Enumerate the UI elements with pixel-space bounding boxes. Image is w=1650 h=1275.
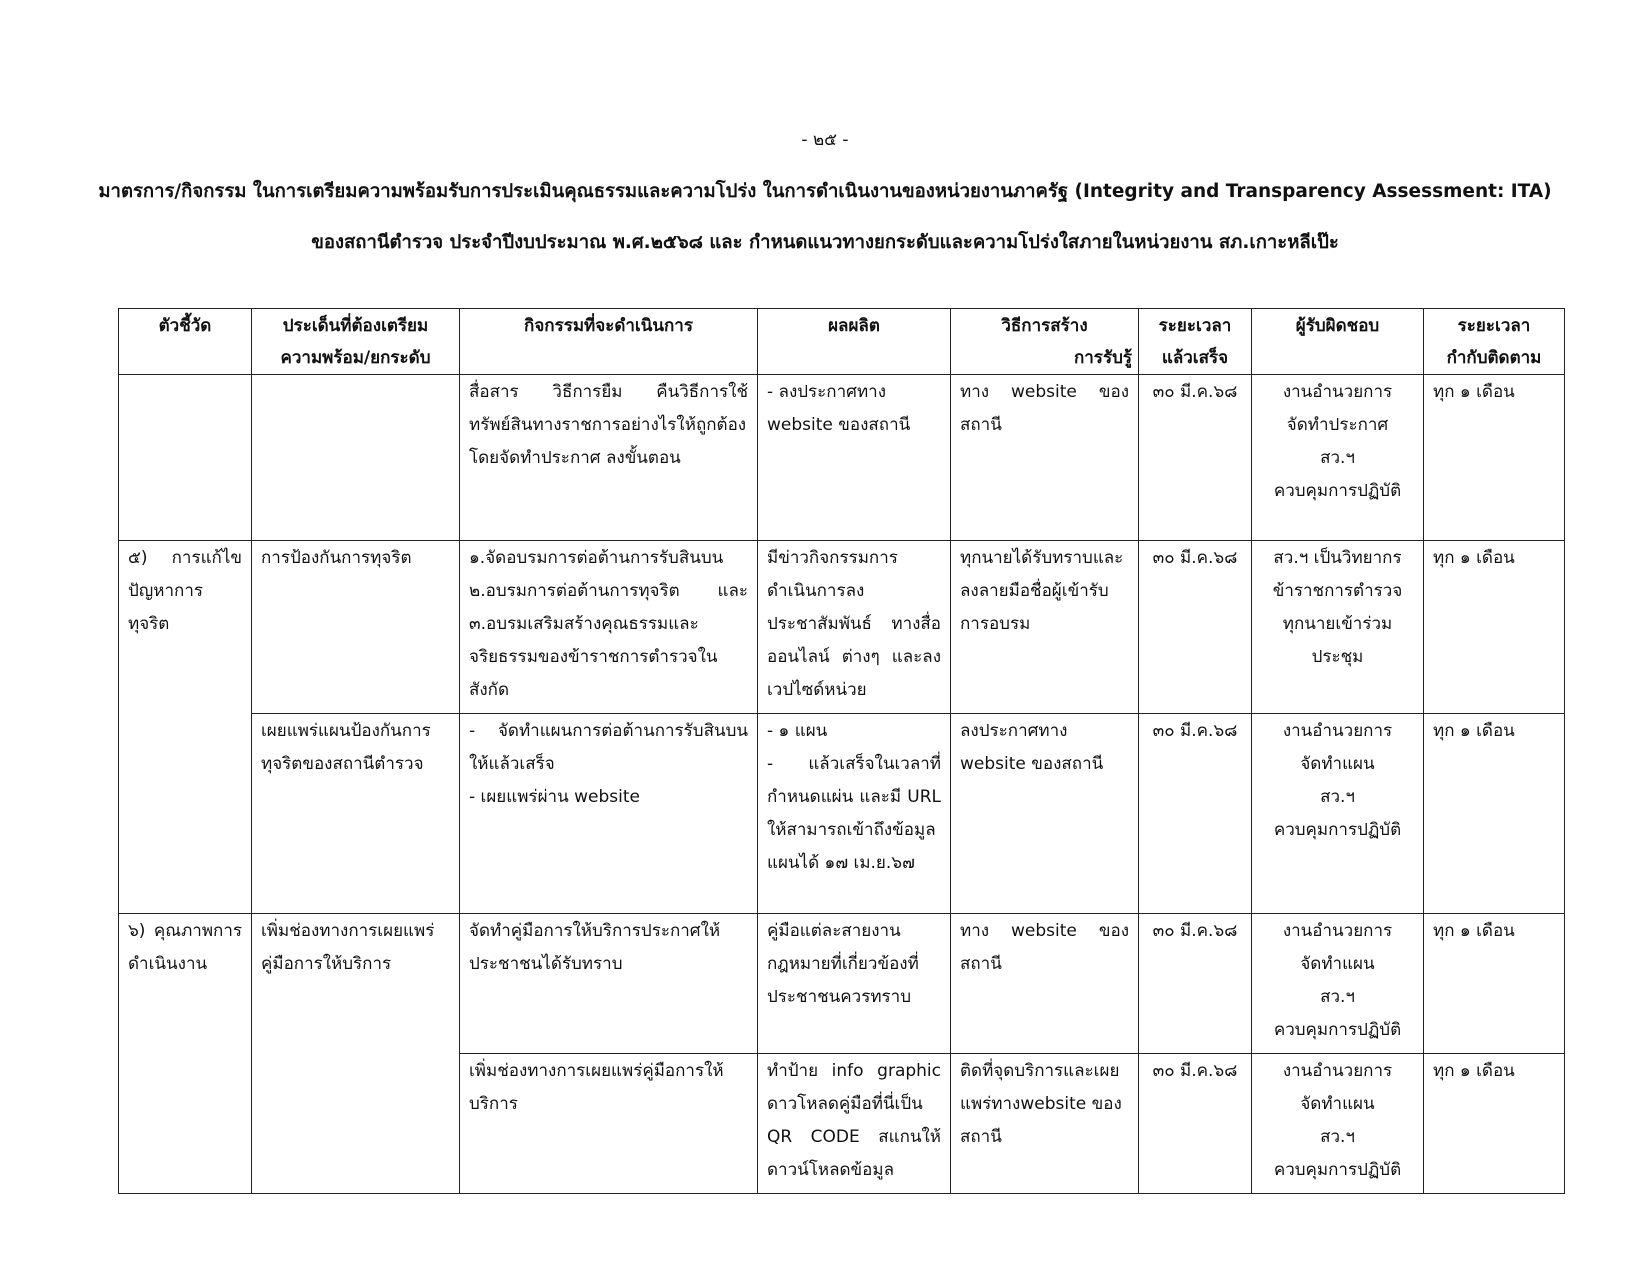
cell-indicator [119,375,252,541]
cell-tracking: ทุก ๑ เดือน [1424,375,1565,541]
header-indicator: ตัวชี้วัด [119,309,252,375]
header-activity: กิจกรรมที่จะดำเนินการ [460,309,758,375]
cell-output: - ลงประกาศทาง website ของสถานี [758,375,951,541]
cell-tracking: ทุก ๑ เดือน [1424,541,1565,714]
cell-tracking: ทุก ๑ เดือน [1424,914,1565,1054]
cell-issue: เผยแพร่แผนป้องกันการทุจริตของสถานีตำรวจ [252,714,460,914]
cell-responsible: งานอำนวยการ จัดทำแผน สว.ฯ ควบคุมการปฏิบัติ [1252,714,1424,914]
cell-responsible: สว.ฯ เป็นวิทยากร ข้าราชการตำรวจ ทุกนายเข้าร่วม ประชุม [1252,541,1424,714]
cell-method: ติดที่จุดบริการและเผยแพร่ทางwebsite ของสถานี [951,1054,1139,1194]
cell-output: มีข่าวกิจกรรมการดำเนินการลงประชาสัมพันธ์ ทางสื่อออนไลน์ ต่างๆ และลงเวปไซด์หน่วย [758,541,951,714]
document-title: มาตรการ/กิจกรรม ในการเตรียมความพร้อมรับการประเมินคุณธรรมและความโปร่ง ในการดำเนินงานของหน่วยงานภาครัฐ (Integrity and Transparency Assessment: ITA) [98,181,1552,202]
header-deadline: ระยะเวลา แล้วเสร็จ [1139,309,1252,375]
cell-deadline: ๓๐ มี.ค.๖๘ [1139,1054,1252,1194]
cell-activity: เพิ่มช่องทางการเผยแพร่คู่มือการให้บริการ [460,1054,758,1194]
header-method: วิธีการสร้าง การรับรู้ [951,309,1139,375]
cell-issue [252,375,460,541]
cell-deadline: ๓๐ มี.ค.๖๘ [1139,914,1252,1054]
cell-method: ทาง website ของสถานี [951,914,1139,1054]
header-output: ผลผลิต [758,309,951,375]
table-row [119,375,1565,541]
cell-indicator: ๕) การแก้ไขปัญหาการทุจริต [119,541,252,914]
cell-output: คู่มือแต่ละสายงานกฎหมายที่เกี่ยวข้องที่ประชาชนควรทราบ [758,914,951,1054]
cell-deadline: ๓๐ มี.ค.๖๘ [1139,714,1252,914]
cell-activity: - จัดทำแผนการต่อต้านการรับสินบน ให้แล้วเสร็จ - เผยแพร่ผ่าน website [460,714,758,914]
cell-indicator: ๖) คุณภาพการดำเนินงาน [119,914,252,1194]
cell-issue: เพิ่มช่องทางการเผยแพร่คู่มือการให้บริการ [252,914,460,1194]
table-row [119,714,1565,914]
cell-responsible: งานอำนวยการ จัดทำแผน สว.ฯ ควบคุมการปฏิบัติ [1252,914,1424,1054]
header-responsible: ผู้รับผิดชอบ [1252,309,1424,375]
cell-issue: การป้องกันการทุจริต [252,541,460,714]
cell-method: ทาง website ของสถานี [951,375,1139,541]
cell-output: ทำป้าย info graphic ดาวโหลดคู่มือที่นี่เป็น QR CODE สแกนให้ดาวน์โหลดข้อมูล [758,1054,951,1194]
cell-deadline: ๓๐ มี.ค.๖๘ [1139,541,1252,714]
cell-activity: สื่อสาร วิธีการยืม คืนวิธีการใช้ทรัพย์สินทางราชการอย่างไรให้ถูกต้องโดยจัดทำประกาศ ลงขั้นตอน [460,375,758,541]
cell-activity: ๑.จัดอบรมการต่อต้านการรับสินบน ๒.อบรมการต่อต้านการทุจริต และ ๓.อบรมเสริมสร้างคุณธรรมและจริยธรรมของข้าราชการตำรวจในสังกัด [460,541,758,714]
ita-measures-table [118,308,1565,1194]
header-issue: ประเด็นที่ต้องเตรียม ความพร้อม/ยกระดับ [252,309,460,375]
cell-tracking: ทุก ๑ เดือน [1424,1054,1565,1194]
table-row [119,914,1565,1054]
cell-deadline: ๓๐ มี.ค.๖๘ [1139,375,1252,541]
table-header-row [119,309,1565,375]
table-row [119,541,1565,714]
header-tracking: ระยะเวลา กำกับติดตาม [1424,309,1565,375]
document-subtitle: ของสถานีตำรวจ ประจำปีงบประมาณ พ.ศ.๒๕๖๘ และ กำหนดแนวทางยกระดับและความโปร่งใสภายในหน่วยงาน สภ.เกาะหลีเป๊ะ [311,232,1339,253]
cell-output: - ๑ แผน - แล้วเสร็จในเวลาที่กำหนดแผ่น และมี URL ให้สามารถเข้าถึงข้อมูลแผนได้ ๑๗ เม.ย.๖๗ [758,714,951,914]
cell-responsible: งานอำนวยการ จัดทำแผน สว.ฯ ควบคุมการปฏิบัติ [1252,1054,1424,1194]
cell-tracking: ทุก ๑ เดือน [1424,714,1565,914]
page-number: - ๒๕ - [801,130,849,150]
cell-method: ทุกนายได้รับทราบและลงลายมือชื่อผู้เข้ารับการอบรม [951,541,1139,714]
cell-responsible: งานอำนวยการ จัดทำประกาศ สว.ฯ ควบคุมการปฏิบัติ [1252,375,1424,541]
cell-activity: จัดทำคู่มือการให้บริการประกาศให้ประชาชนได้รับทราบ [460,914,758,1054]
cell-method: ลงประกาศทาง website ของสถานี [951,714,1139,914]
